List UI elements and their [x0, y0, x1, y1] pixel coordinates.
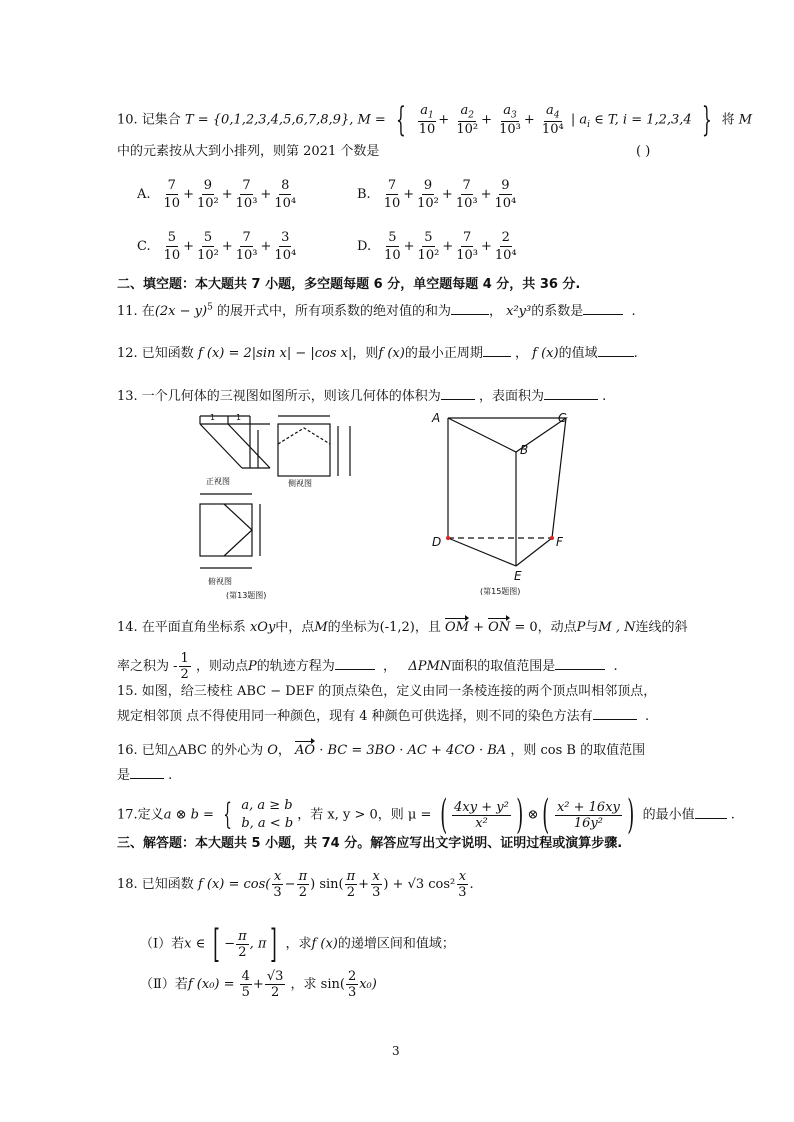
top-view: [200, 494, 260, 568]
vertex-A: A: [432, 411, 441, 425]
plus-sign: +: [442, 239, 454, 254]
q18-p1c: f (x): [311, 936, 338, 952]
q11-expr: (2x − y): [154, 304, 208, 319]
q16-o: O: [267, 743, 278, 758]
q14-half: $\frac{1}{2}$: [180, 651, 189, 682]
q16-blank: [130, 766, 164, 779]
q18-end: .: [469, 877, 474, 892]
option-fraction: $\frac{5}{\text{10²}}$: [417, 230, 440, 263]
q10-set-t: T = {0,1,2,3,4,5,6,7,8,9}, M =: [184, 112, 386, 128]
q11-c: ，: [488, 304, 502, 319]
q12-d: ，: [514, 346, 528, 361]
q17-a: 17.定义: [117, 807, 164, 823]
q17-d: .: [730, 807, 735, 823]
q14-m: M: [314, 620, 328, 635]
q14-l2b: ，则动点: [195, 659, 248, 674]
q14-coord: (-1,2): [379, 620, 415, 635]
frac-a4: $\frac{a_4}{\text{10⁴}}$: [541, 102, 564, 138]
option-fraction: $\frac{7}{\text{10³}}$: [455, 178, 478, 211]
q17-cases: [241, 797, 293, 832]
option-fraction: $\frac{2}{\text{10⁴}}$: [494, 230, 517, 263]
q18-f: f (x) = cos(: [197, 877, 271, 892]
option-fraction: $\frac{5}{\text{10²}}$: [197, 230, 219, 263]
vertex-B: B: [520, 443, 529, 457]
q14-blank2: [555, 657, 605, 670]
q17-brace: {: [223, 797, 232, 832]
q15-line1: 15. 如图，给三棱柱 ABC − DEF 的顶点染色，定义由同一条棱连接的两个顶点叫相邻顶点，: [117, 684, 657, 699]
q18-minus: −: [284, 877, 296, 892]
plus-sign: +: [480, 239, 492, 254]
option-fraction: $\frac{8}{\text{10⁴}}$: [274, 178, 297, 211]
q18-p1d: 的递增区间和值域；: [337, 936, 455, 952]
q16-c: ，则 cos B 的取值范围: [510, 743, 646, 758]
plus-sign: +: [183, 187, 194, 202]
q13-blank2: [544, 387, 598, 400]
q10-m: M: [738, 112, 753, 128]
q18-bracket-l: [: [213, 922, 221, 966]
q10-line1: 10. 记集合 T = {0,1,2,3,4,5,6,7,8,9}, M = { $\frac{a_1}{10}$ + $\frac{a_2}{\text{10²}}$ + $\frac{a_3}{\text{10³}}$ + $\frac{a_4}{\text{10⁴}}$ | $a_i$ ∈ T, i = 1,2,3,4 } 将 M: [117, 100, 753, 140]
vertex-E: E: [514, 569, 522, 583]
q10-option-b: [357, 178, 519, 211]
q12-blank1: [483, 344, 511, 357]
frac-a1: $\frac{a_1}{10}$: [418, 102, 436, 138]
q14-a: 14. 在平面直角坐标系: [117, 620, 246, 635]
q18-p2plus: +: [252, 977, 264, 992]
q18-p1a: （Ⅰ）若: [140, 936, 185, 952]
q18-x3b: $\frac{x}{3}$: [372, 869, 381, 900]
option-label: D.: [357, 239, 372, 254]
plus-sign: +: [221, 187, 233, 202]
q14-line1: 14. 在平面直角坐标系 xOy中，点M的坐标为(-1,2)，且 OM + ON = 0，动点P与M , N连线的斜: [117, 620, 688, 635]
label-front: 正视图: [206, 477, 230, 486]
q17-frac1: $\frac{\text{4xy + y²}}{\text{x²}}$: [454, 799, 509, 831]
q12-blank2: [598, 344, 634, 357]
q17-paren-r2: ): [627, 792, 635, 838]
q17-c: 的最小值: [642, 807, 695, 823]
plus-sign: +: [480, 187, 492, 202]
dim-1b: 1: [236, 413, 242, 422]
label-top: 俯视图: [208, 577, 232, 586]
q14-blank1: [335, 657, 375, 670]
vec-ao: AO: [295, 743, 316, 758]
caption-13: (第13题图): [226, 591, 267, 600]
q18-x3c: $\frac{x}{3}$: [458, 869, 467, 900]
option-fraction: $\frac{5}{10}$: [163, 230, 181, 263]
q18-p1-pi2: $\frac{\pi}{2}$: [238, 928, 247, 960]
q12-e: 的值域: [558, 346, 598, 361]
q10-line2-text: 中的元素按从大到小排列，则第 2021 个数是: [117, 144, 380, 159]
vec-on: ON: [488, 620, 511, 635]
q18-p2b: ，求 sin(: [290, 977, 345, 992]
q18-plus: +: [358, 877, 370, 892]
q11-blank2: [583, 302, 623, 315]
q18-pi2b: $\frac{\pi}{2}$: [346, 869, 356, 900]
q18-23: $\frac{2}{3}$: [347, 969, 357, 1000]
q18-p2a: （Ⅱ）若: [140, 977, 188, 992]
q17-paren-r1: ): [516, 792, 524, 838]
q14-p2: P: [247, 659, 257, 674]
option-fraction: $\frac{7}{\text{10³}}$: [235, 230, 258, 263]
section2-header: 二、填空题：本大题共 7 小题，多空题每题 6 分，单空题每题 4 分，共 36 分.: [117, 277, 581, 292]
q14-l2c: 的轨迹方程为: [256, 659, 335, 674]
page-number: 3: [392, 1044, 400, 1058]
q10-option-d: [357, 230, 520, 263]
q16-line2: [117, 766, 172, 782]
option-fraction: $\frac{9}{\text{10²}}$: [196, 178, 219, 211]
option-fraction: $\frac{9}{\text{10²}}$: [417, 178, 439, 211]
option-fraction: $\frac{9}{\text{10⁴}}$: [494, 178, 517, 211]
q18-p1b: ，求: [285, 936, 312, 952]
q18-int-a: −: [224, 936, 236, 952]
q12-c: 的最小正周期: [404, 346, 483, 361]
q12-func: f (x) = 2|sin x| − |cos x|: [197, 346, 353, 361]
option-fraction: $\frac{5}{10}$: [384, 230, 401, 263]
frac-a3: $\frac{a_3}{\text{10³}}$: [499, 102, 521, 138]
q14-p: P: [576, 620, 586, 635]
q14-line2: [117, 652, 618, 681]
plus-sign: +: [403, 239, 415, 254]
option-fraction: $\frac{7}{\text{10³}}$: [456, 230, 478, 263]
q14-e: ，动点: [537, 620, 577, 635]
dot-F: [550, 536, 554, 540]
dot-D: [446, 536, 450, 540]
plus-sign: +: [183, 239, 195, 254]
q18-bracket-r: ]: [270, 922, 278, 966]
q17-case2: b, a < b: [241, 816, 294, 831]
prism: [448, 418, 566, 566]
q12-fx1: f (x): [378, 346, 405, 361]
q14-l2a: 率之积为 -: [117, 659, 178, 674]
q18-p1x: x ∈: [184, 936, 206, 952]
q18-s32: $\frac{√3}{2}$: [266, 969, 284, 1000]
q14-b: 中，点: [275, 620, 315, 635]
option-fraction: $\frac{7}{10}$: [383, 178, 401, 211]
plus-sign: +: [403, 187, 415, 202]
front-view: [200, 416, 270, 468]
q18-int-b: , π: [249, 936, 267, 952]
option-label: A.: [137, 187, 151, 202]
q18-p2x0: x₀): [359, 977, 377, 992]
q13-c: .: [602, 389, 607, 404]
dim-1a: 1: [210, 413, 216, 422]
label-side: 侧视图: [288, 479, 312, 488]
q16-l2: 是: [117, 768, 131, 783]
q14-xoy: xOy: [249, 620, 276, 635]
section3-header: 三、解答题：本大题共 5 小题，共 74 分。解答应写出文字说明、证明过程或演算步骤.: [117, 836, 623, 851]
q17-b: ，若 x, y > 0，则 μ =: [297, 807, 432, 823]
q11-b: 的展开式中，所有项系数的绝对值的和为: [216, 304, 451, 319]
q15-blank: [593, 707, 637, 720]
q10-line2: [117, 145, 379, 158]
vertex-C: C: [558, 411, 567, 425]
q17-op: a ⊗ b =: [163, 807, 214, 823]
option-fraction: $\frac{7}{10}$: [163, 178, 181, 211]
q14-l2f: .: [613, 659, 618, 674]
q13-text: 13. 一个几何体的三视图如图所示，则该几何体的体积为: [117, 389, 441, 404]
q10-option-a: [137, 178, 299, 211]
caption-15: (第15题图): [480, 587, 521, 596]
q11-a: 11. 在: [117, 304, 155, 319]
q11-blank1: [451, 302, 489, 315]
q17: 17.定义a ⊗ b = { a, a ≥ b b, a < b ，若 x, y > 0，则 μ = ( $\frac{\text{4xy + y²}}{\text{x²}}$ ) ⊗ ( $\frac{\text{x² + 16xy}}{\text{16y²}}$ ) 的最小值 .: [117, 792, 735, 838]
q11: [117, 302, 636, 318]
q16-a: 16. 已知△ABC 的外心为: [117, 743, 264, 758]
brace-open: {: [395, 100, 406, 140]
q18-mid: ) sin(: [310, 877, 344, 892]
q10-option-c: [137, 230, 299, 263]
q12-a: 12. 已知函数: [117, 346, 194, 361]
frac-a2: $\frac{a_2}{\text{10²}}$: [456, 102, 479, 138]
plus-sign: +: [260, 187, 272, 202]
q18-part2: [140, 970, 377, 999]
q16-end: .: [168, 768, 173, 783]
q17-case1: a, a ≥ b: [241, 798, 293, 814]
q16-b: ，: [277, 743, 291, 758]
q14-g: 连线的斜: [635, 620, 688, 635]
set-cond2: ∈ T, i = 1,2,3,4: [594, 112, 692, 128]
q14-mn: M , N: [598, 620, 636, 635]
q12-f: .: [633, 346, 638, 361]
q11-exp: 5: [207, 302, 213, 313]
q14-l2e: 面积的取值范围是: [451, 659, 556, 674]
option-fraction: $\frac{7}{\text{10³}}$: [235, 178, 258, 211]
q14-tri: ΔPMN: [408, 659, 452, 674]
vertex-D: D: [432, 535, 442, 549]
q17-paren-l1: (: [439, 792, 447, 838]
q10-intro: 10. 记集合: [117, 112, 181, 128]
q18-a: 18. 已知函数: [117, 877, 194, 892]
plus-sign: +: [441, 187, 453, 202]
q10-jiang: 将: [721, 112, 735, 128]
vertex-F: F: [556, 535, 563, 549]
option-label: B.: [357, 187, 371, 202]
q18-45: $\frac{4}{5}$: [241, 969, 250, 1000]
q13-blank1: [441, 387, 475, 400]
q18-tail: ) + √3 cos²: [383, 877, 456, 892]
q14-f: 与: [585, 620, 599, 635]
q18-pi2: $\frac{\pi}{2}$: [298, 869, 308, 900]
q15-end: .: [644, 709, 650, 724]
q11-e: .: [631, 304, 636, 319]
q17-paren-l2: (: [542, 792, 550, 838]
plus-sign: +: [260, 239, 272, 254]
option-label: C.: [137, 239, 151, 254]
q18-part1: [140, 922, 455, 966]
option-fraction: $\frac{3}{\text{10⁴}}$: [274, 230, 297, 263]
q14-c: 的坐标为: [327, 620, 380, 635]
q18-x3: $\frac{x}{3}$: [273, 869, 282, 900]
q15-l2: 规定相邻顶 点不得使用同一种颜色，现有 4 种颜色可供选择，则不同的染色方法有: [117, 709, 593, 724]
q11-term: x²y³: [506, 304, 532, 319]
figures: [180, 408, 580, 608]
side-view: [278, 416, 350, 476]
q12-fx2: f (x): [532, 346, 559, 361]
q16-line1: [117, 744, 645, 757]
q12: [117, 344, 638, 360]
q16-eq: · BC = 3BO · AC + 4CO · BA: [319, 743, 507, 758]
q15-line2: [117, 707, 649, 723]
q12-b: ，则: [352, 346, 379, 361]
q10-paren: ( ): [636, 144, 651, 159]
q18-p2f: f (x₀) =: [187, 977, 235, 992]
set-cond: | a: [570, 112, 588, 128]
q14-l2d: ，: [383, 659, 397, 674]
q14-veceq: = 0: [514, 620, 538, 635]
plus-sign: +: [221, 239, 233, 254]
vec-om: OM: [445, 620, 469, 635]
q17-blank: [695, 806, 727, 819]
q14-d: ，且: [414, 620, 441, 635]
q13: [117, 387, 606, 403]
q11-d: 的系数是: [531, 304, 584, 319]
q17-frac2: $\frac{\text{x² + 16xy}}{\text{16y²}}$: [556, 799, 620, 831]
brace-close: }: [701, 100, 712, 140]
q18-main: [117, 870, 474, 899]
q13-b: ，表面积为: [478, 389, 544, 404]
